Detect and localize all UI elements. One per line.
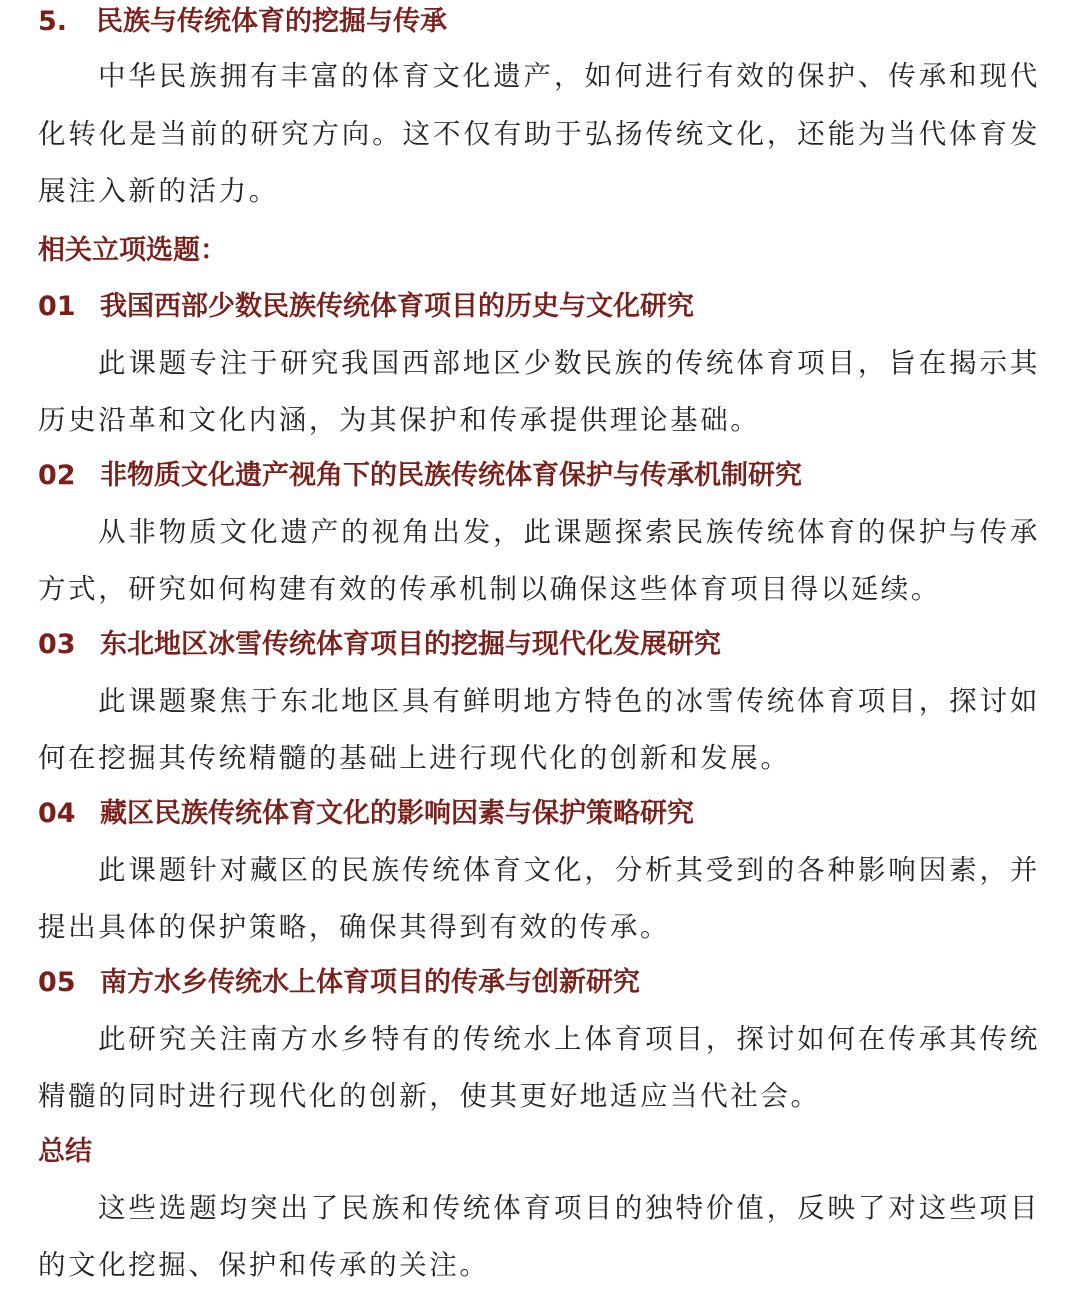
section-title: 民族与传统体育的挖掘与传承	[96, 6, 447, 37]
section-intro-paragraph: 中华民族拥有丰富的体育文化遗产，如何进行有效的保护、传承和现代化转化是当前的研究方向。这不仅有助于弘扬传统文化，还能为当代体育发展注入新的活力。	[38, 60, 1040, 207]
topic-description-04: 此课题针对藏区的民族传统体育文化，分析其受到的各种影响因素，并提出具体的保护策略，确保其得到有效的传承。	[38, 853, 1040, 943]
topic-number: 03	[38, 628, 76, 660]
topic-number: 01	[38, 290, 76, 322]
topic-heading-05	[38, 963, 1040, 1003]
related-topics-label: 相关立项选题：	[38, 234, 227, 266]
summary-heading	[38, 1132, 1040, 1172]
related-topics-heading	[38, 231, 1040, 271]
topic-number: 02	[38, 459, 76, 491]
topic-number: 05	[38, 966, 76, 998]
topic-title: 藏区民族传统体育文化的影响因素与保护策略研究	[100, 797, 694, 829]
topic-title: 非物质文化遗产视角下的民族传统体育保护与传承机制研究	[100, 459, 802, 491]
topic-title: 我国西部少数民族传统体育项目的历史与文化研究	[100, 290, 694, 322]
topic-heading-04	[38, 794, 1040, 834]
topic-description-05: 此研究关注南方水乡特有的传统水上体育项目，探讨如何在传承其传统精髓的同时进行现代化的创新，使其更好地适应当代社会。	[38, 1022, 1040, 1112]
topic-title: 东北地区冰雪传统体育项目的挖掘与现代化发展研究	[100, 628, 721, 660]
summary-label: 总结	[38, 1135, 92, 1167]
topic-heading-01	[38, 287, 1040, 327]
section-number: 5.	[38, 6, 68, 37]
section-heading	[38, 2, 1040, 42]
topic-title: 南方水乡传统水上体育项目的传承与创新研究	[100, 966, 640, 998]
topic-heading-02	[38, 456, 1040, 496]
topic-number: 04	[38, 797, 76, 829]
topic-description-03: 此课题聚焦于东北地区具有鲜明地方特色的冰雪传统体育项目，探讨如何在挖掘其传统精髓的基础上进行现代化的创新和发展。	[38, 684, 1040, 774]
summary-paragraph: 这些选题均突出了民族和传统体育项目的独特价值，反映了对这些项目的文化挖掘、保护和传承的关注。	[38, 1191, 1040, 1281]
topic-description-02: 从非物质文化遗产的视角出发，此课题探索民族传统体育的保护与传承方式，研究如何构建有效的传承机制以确保这些体育项目得以延续。	[38, 515, 1040, 605]
topic-description-01: 此课题专注于研究我国西部地区少数民族的传统体育项目，旨在揭示其历史沿革和文化内涵，为其保护和传承提供理论基础。	[38, 346, 1040, 436]
topic-heading-03	[38, 625, 1040, 665]
